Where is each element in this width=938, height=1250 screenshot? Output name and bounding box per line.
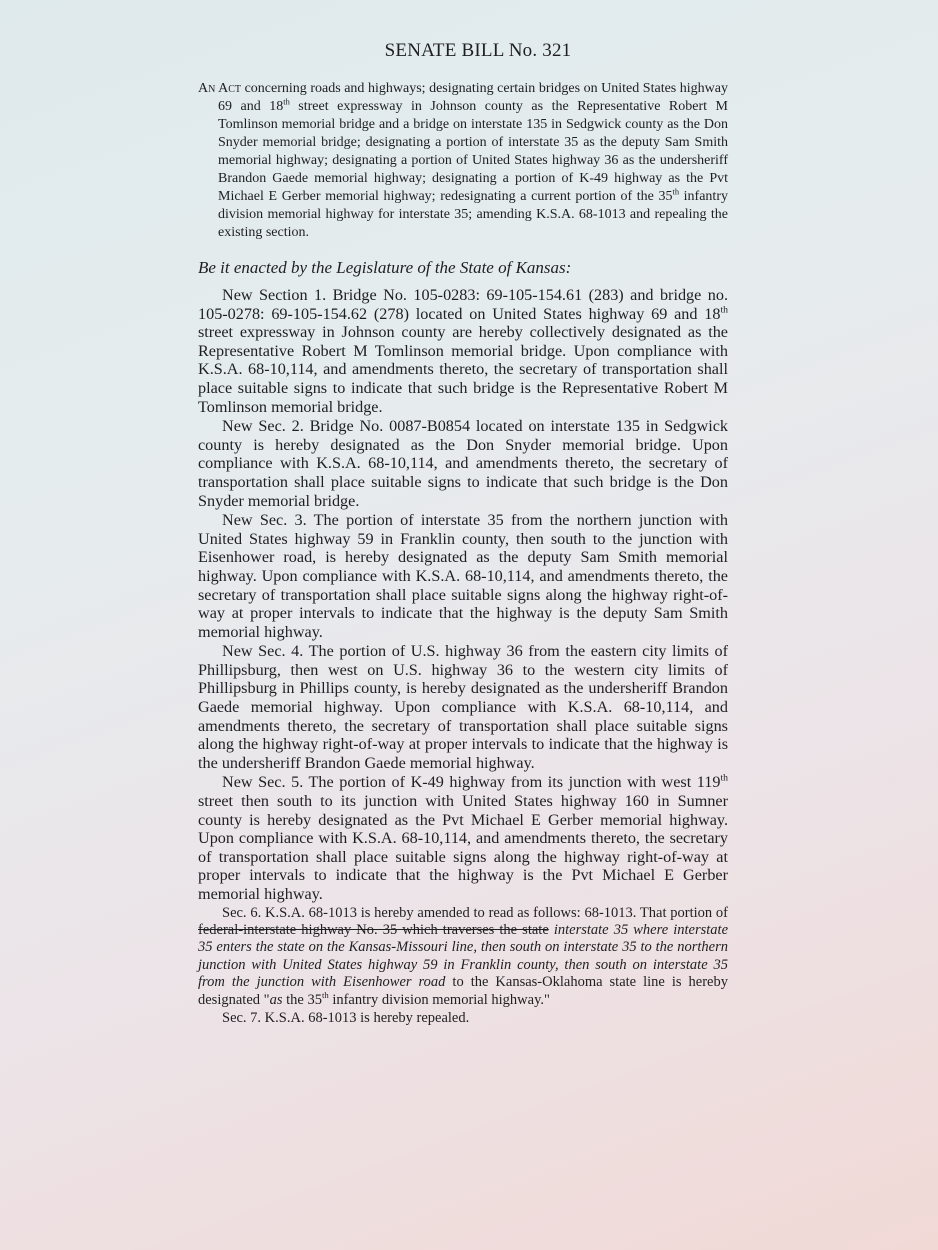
section-7: Sec. 7. K.S.A. 68-1013 is hereby repealed. <box>222 1010 470 1027</box>
section-2: New Sec. 2. Bridge No. 0087-B0854 located on interstate 135 in Sedgwick county is hereby designated as the Don Snyder memorial bridge. Upon compliance with K.S.A. 68-10,114, and amendments thereto, the secretary of transportation shall place suitable signs to indicate that such bridge is the Don Snyder memorial bridge. <box>198 417 728 510</box>
act-text: concerning roads and highways; designating certain bridges on United States highway 69 and 18th street expressway in Johnson county as the Representative Robert M Tomlinson memorial bridge and a bridge on interstate 135 in Sedgwick county as the Don Snyder memorial bridge; designating a portion of interstate 35 as the deputy Sam Smith memorial highway; designating a portion of United States highway 36 as the undersheriff Brandon Gaede memorial highway; designating a portion of K-49 highway as the Pvt Michael E Gerber memorial highway; redesignating a current portion of the 35th infantry division memorial highway for interstate 35; amending K.S.A. 68-1013 and repealing the existing section. <box>218 81 729 240</box>
section-5: New Sec. 5. The portion of K-49 highway from its junction with west 119th street then south to its junction with United States highway 160 in Sumner county is hereby designated as the Pvt Michael E Gerber memorial highway. Upon compliance with K.S.A. 68-10,114, and amendments thereto, the secretary of transportation shall place suitable signs along the highway right-of-way at proper intervals to indicate that the highway is the Pvt Michael E Gerber memorial highway. <box>198 773 728 903</box>
act-title <box>198 80 728 242</box>
sec6-struck-text: federal-interstate highway No. 35 which traverses the state <box>198 922 549 938</box>
section-3: New Sec. 3. The portion of interstate 35 from the northern junction with United States highway 59 in Franklin county, then south to the junction with Eisenhower road, is hereby designated as the deputy Sam Smith memorial highway. Upon compliance with K.S.A. 68-10,114, and amendments thereto, the secretary of transportation shall place suitable signs along the highway right-of-way at proper intervals to indicate that the highway is the deputy Sam Smith memorial highway. <box>198 511 728 641</box>
sec6-new-text-2: as <box>269 991 283 1008</box>
sec6-part-d: the 35th infantry division memorial highway." <box>282 989 550 1008</box>
sec6-part-a: Sec. 6. K.S.A. 68-1013 is hereby amended to read as follows: 68-1013. That portion of <box>222 904 728 921</box>
enacting-clause: Be it enacted by the Legislature of the State of Kansas: <box>198 258 572 277</box>
section-6 <box>198 905 728 1009</box>
bill-title: SENATE BILL No. 321 <box>384 40 572 61</box>
section-1: New Section 1. Bridge No. 105-0283: 69-105-154.61 (283) and bridge no. 105-0278: 69-105-154.62 (278) located on United States highway 69 and 18th street expressway in Johnson county are hereby collectively designated as the Representative Robert M Tomlinson memorial bridge. Upon compliance with K.S.A. 68-10,114, and amendments thereto, the secretary of transportation shall place suitable signs to indicate that such bridge is the Representative Robert M Tomlinson memorial bridge. <box>198 286 728 416</box>
sec6-new-text: interstate 35 where interstate 35 enters the state on the Kansas-Missouri line, then south on interstate 35 to the northern junction with United States highway 59 in Franklin county, then south on interstate 35 from the junction with Eisenhower road <box>198 922 729 991</box>
sec6-part-c: to the Kansas-Oklahoma state line is hereby designated " <box>198 974 728 1008</box>
section-4: New Sec. 4. The portion of U.S. highway 36 from the eastern city limits of Phillipsburg, then west on U.S. highway 36 to the western city limits of Phillipsburg in Phillips county, is hereby designated as the undersheriff Brandon Gaede memorial highway. Upon compliance with K.S.A. 68-10,114, and amendments thereto, the secretary of transportation shall place suitable signs along the highway right-of-way at proper intervals to indicate that the highway is the undersheriff Brandon Gaede memorial highway. <box>198 642 728 772</box>
act-lead: An Act <box>198 81 242 96</box>
